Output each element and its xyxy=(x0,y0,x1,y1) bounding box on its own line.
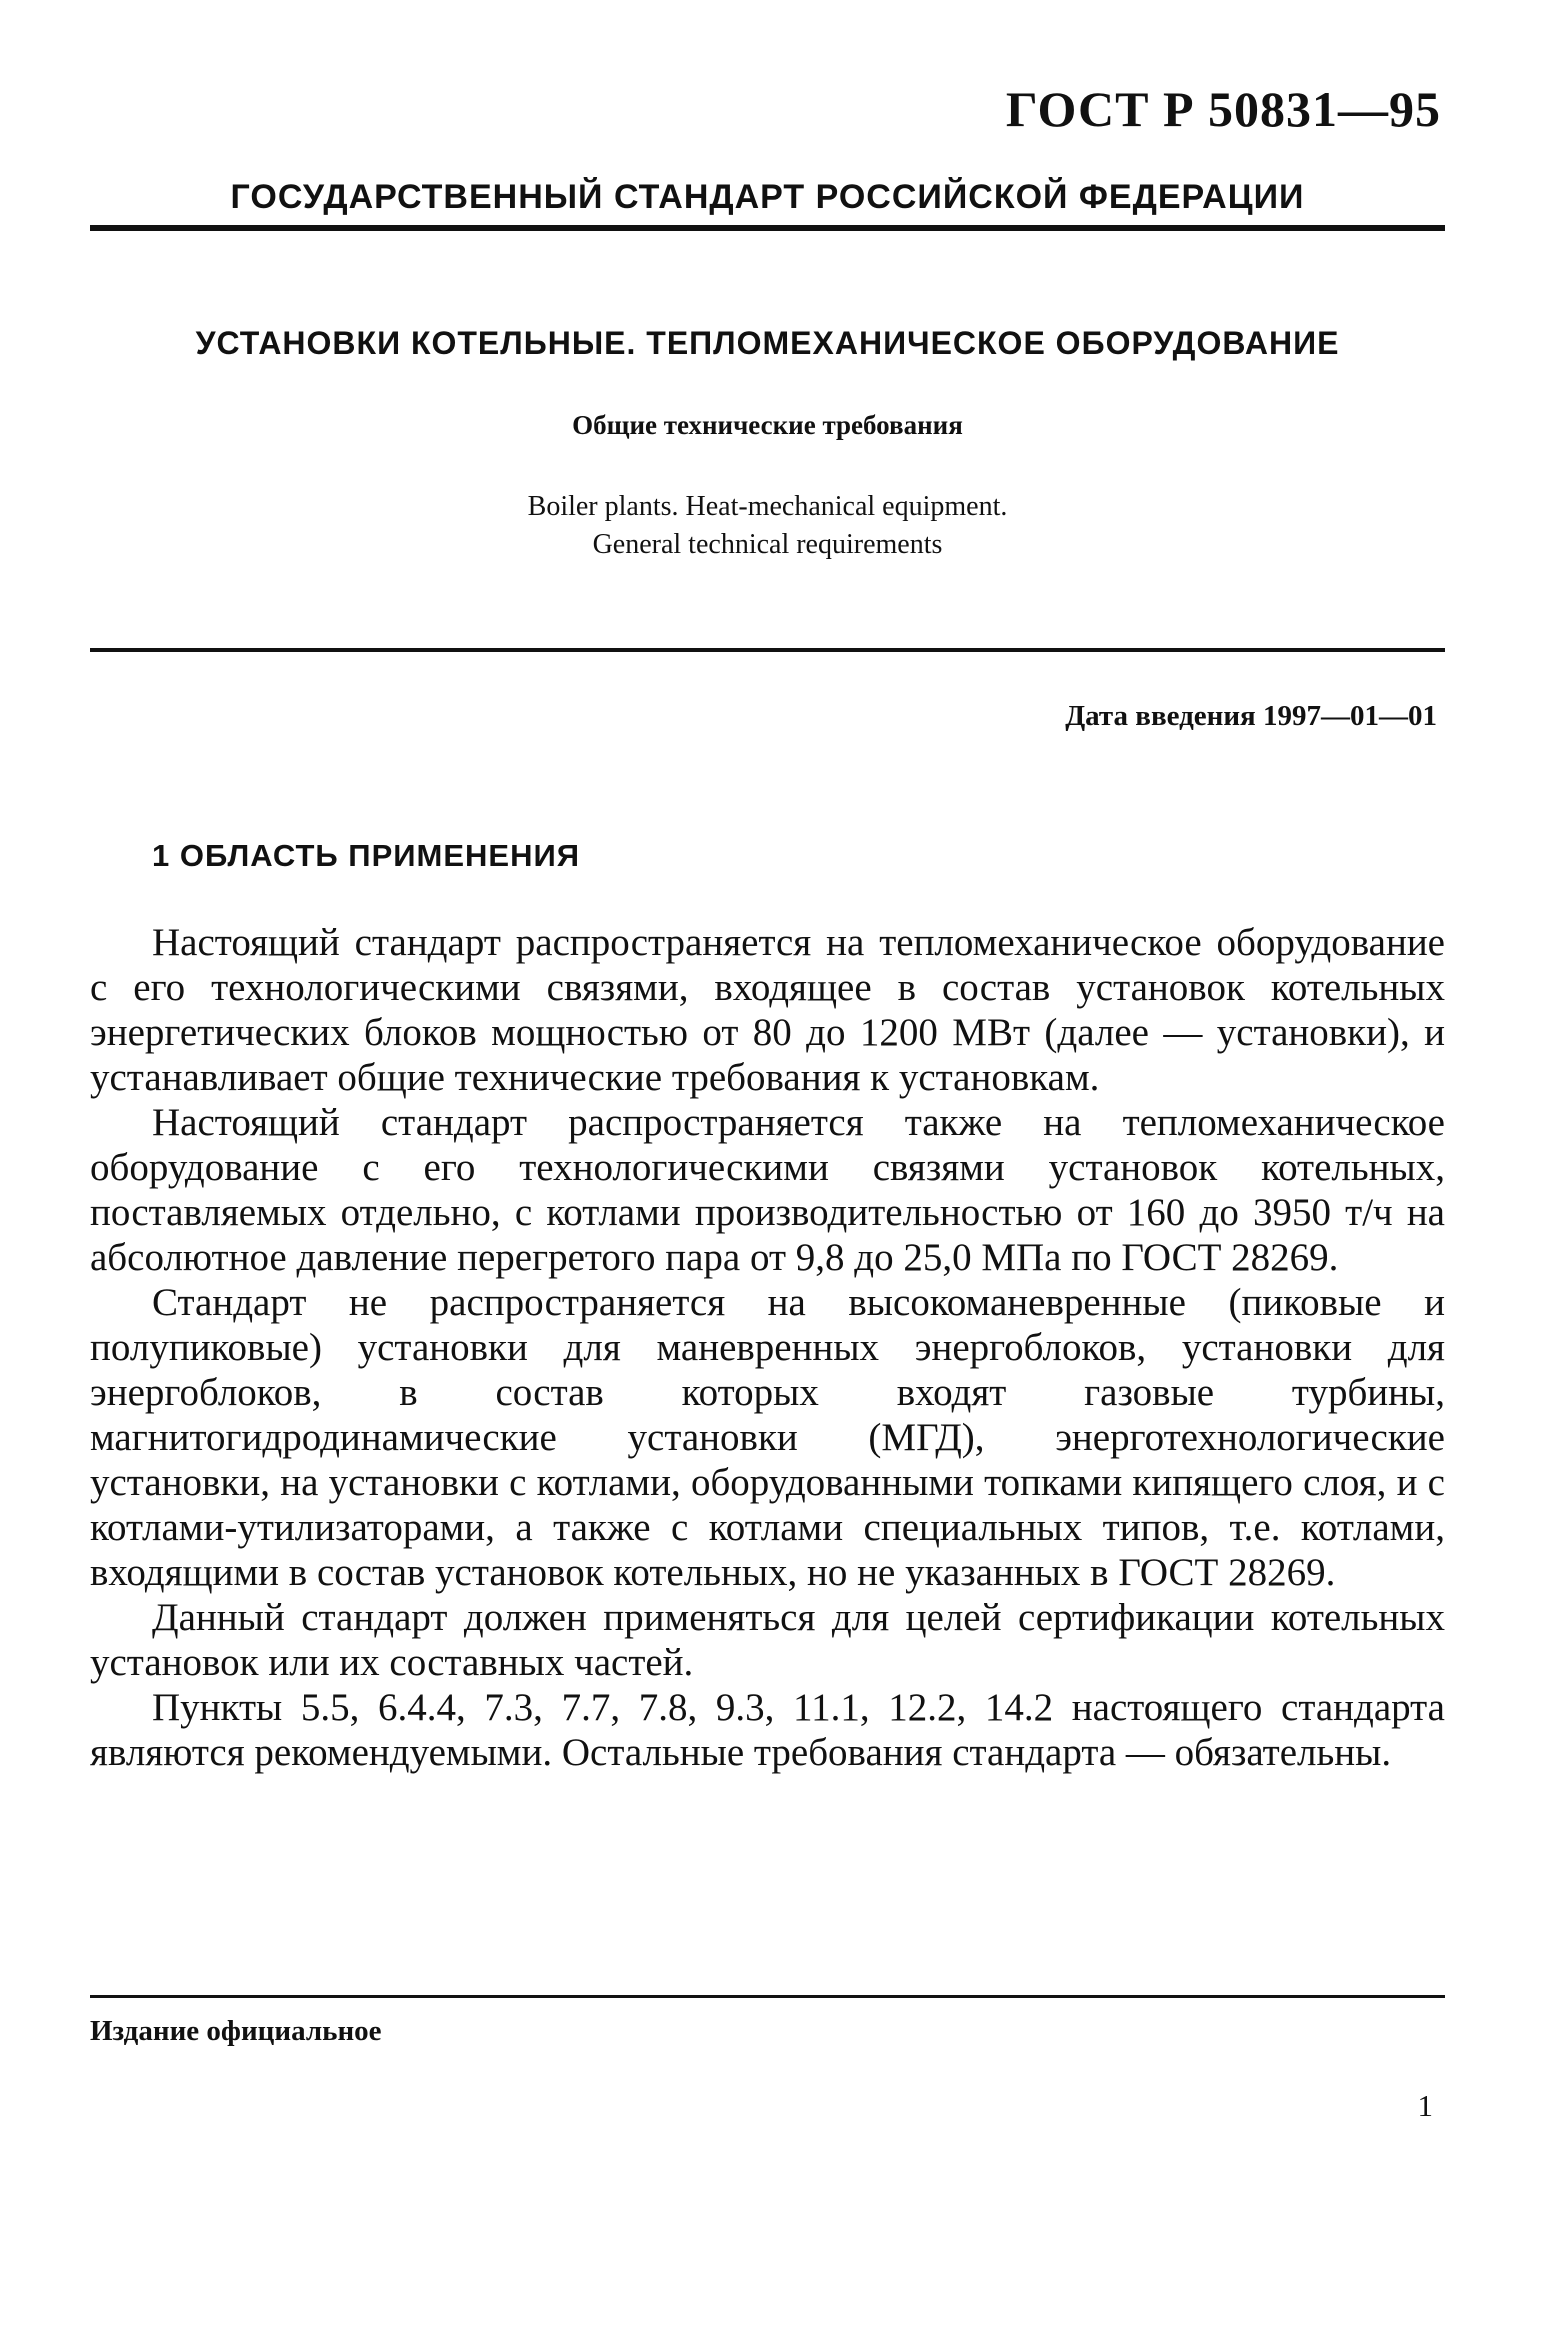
paragraph: Стандарт не распространяется на высокоманевренные (пиковые и полупиковые) установки для маневренных энергоблоков, установки для энергоблоков, в состав которых входят газовые турбины, магнитогидродинамические установки (МГД), энерготехнологические установки, на установки с котлами, оборудованными топками кипящего слоя, и с котлами-утилизаторами, а также с котлами специальных типов, т.е. котлами, входящими в состав установок котельных, но не указанных в ГОСТ 28269. xyxy=(90,1281,1445,1594)
section-body xyxy=(90,920,1445,1775)
document-number: ГОСТ Р 50831—95 xyxy=(1005,81,1441,137)
header-divider xyxy=(90,225,1445,231)
introduction-date: Дата введения 1997—01—01 xyxy=(1065,700,1437,732)
section-heading: 1 ОБЛАСТЬ ПРИМЕНЕНИЯ xyxy=(152,838,581,873)
paragraph: Настоящий стандарт распространяется на тепломеханическое оборудование с его технологическими связями, входящее в состав установок котельных энергетических блоков мощностью от 80 до 1200 МВт (далее — установки), и устанавливает общие технические требования к установкам. xyxy=(90,921,1445,1099)
subtitle-en-line-1: Boiler plants. Heat-mechanical equipment. xyxy=(527,491,1008,522)
document-subtitle-ru: Общие технические требования xyxy=(572,410,963,440)
subtitle-en-line-2: General technical requirements xyxy=(592,529,943,560)
paragraph: Данный стандарт должен применяться для целей сертификации котельных установок или их составных частей. xyxy=(90,1596,1445,1684)
title-divider xyxy=(90,648,1445,652)
footer-divider xyxy=(90,1995,1445,1998)
paragraph: Пункты 5.5, 6.4.4, 7.3, 7.7, 7.8, 9.3, 11.1, 12.2, 14.2 настоящего стандарта являются рекомендуемыми. Остальные требования стандарта — обязательны. xyxy=(90,1686,1445,1774)
document-subtitle-en xyxy=(90,488,1445,564)
page-number: 1 xyxy=(1417,2088,1433,2123)
paragraph: Настоящий стандарт распространяется также на тепломеханическое оборудование с его технологическими связями установок котельных, поставляемых отдельно, с котлами производительностью от 160 до 3950 т/ч на абсолютное давление перегретого пара от 9,8 до 25,0 МПа по ГОСТ 28269. xyxy=(90,1101,1445,1279)
edition-label: Издание официальное xyxy=(90,2015,382,2047)
document-title: УСТАНОВКИ КОТЕЛЬНЫЕ. ТЕПЛОМЕХАНИЧЕСКОЕ ОБОРУДОВАНИЕ xyxy=(195,325,1340,361)
issuing-agency: ГОСУДАРСТВЕННЫЙ СТАНДАРТ РОССИЙСКОЙ ФЕДЕРАЦИИ xyxy=(230,178,1305,216)
